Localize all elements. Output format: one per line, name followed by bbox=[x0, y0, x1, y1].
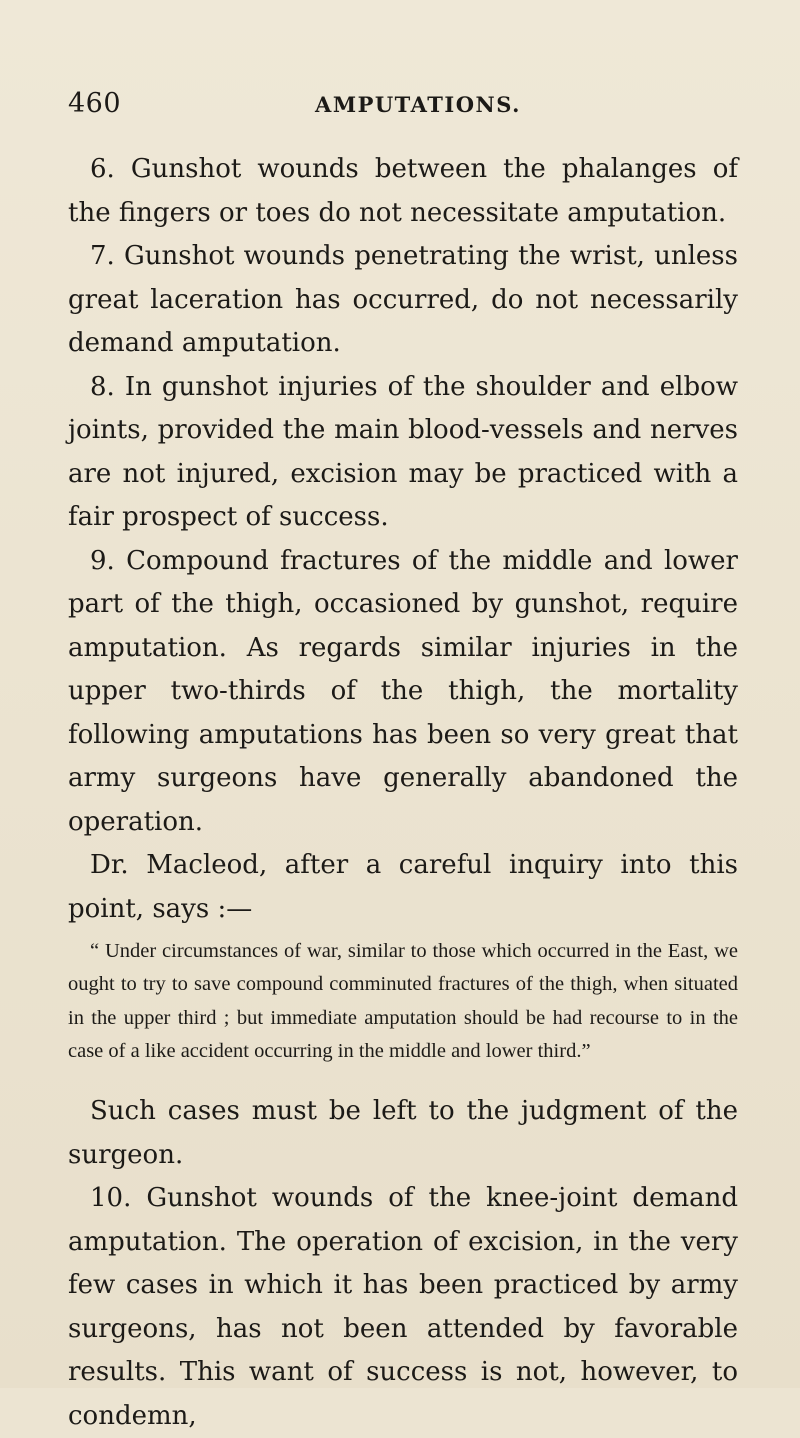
paragraph-6: 6. Gunshot wounds between the phalanges of the fingers or toes do not necessitate amputation. bbox=[68, 154, 738, 228]
page-number: 460 bbox=[68, 88, 122, 119]
paragraph-such-cases: Such cases must be left to the judgment of the surgeon. bbox=[68, 1096, 738, 1170]
paragraph-8: 8. In gunshot injuries of the shoulder and elbow joints, provided the main blood-vessels and nerves are not injured, excision may be practiced with a fair prospect of success. bbox=[68, 371, 738, 532]
paragraph-10: 10. Gunshot wounds of the knee-joint demand amputation. The operation of excision, in the very few cases in which it has been practiced by army surgeons, has not been attended by favorable results. This want of success is not, however, to condemn, bbox=[68, 1183, 738, 1431]
block-quote: “ Under circumstances of war, similar to those which occurred in the East, we ought to try to save compound comminuted fractures of the thigh, when situated in the upper third ; but immediate amputation should be had recourse to in the case of a like accident occurring in the middle and lower third.” bbox=[68, 940, 738, 1062]
running-header bbox=[68, 88, 738, 128]
body-text-continued bbox=[68, 1090, 738, 1438]
paragraph-9: 9. Compound fractures of the middle and lower part of the thigh, occasioned by gunshot, require amputation. As regards similar injuries in the upper two-thirds of the thigh, the mortality following amputations has been so very great that army surgeons have generally abandoned the operation. bbox=[68, 545, 738, 837]
running-title: AMPUTATIONS. bbox=[315, 92, 521, 117]
body-text bbox=[68, 148, 738, 931]
paragraph-macleod: Dr. Macleod, after a careful inquiry into this point, says :— bbox=[68, 850, 738, 924]
paragraph-7: 7. Gunshot wounds penetrating the wrist, unless great laceration has occurred, do not necessarily demand amputation. bbox=[68, 241, 738, 358]
